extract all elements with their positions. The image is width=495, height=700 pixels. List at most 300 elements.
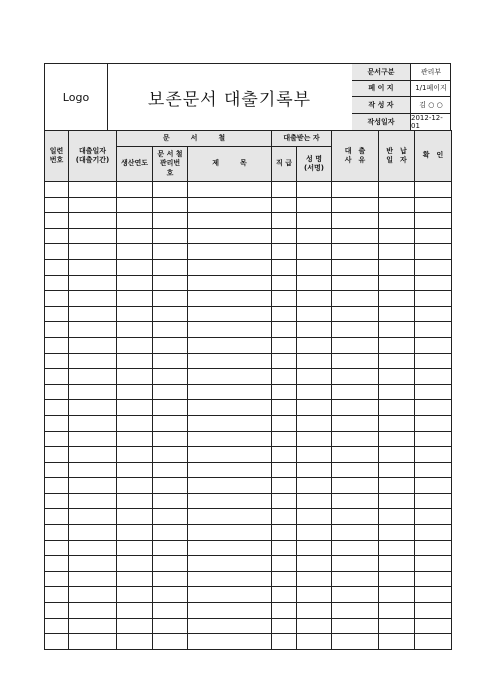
table-cell[interactable] [45, 306, 69, 322]
table-cell[interactable] [379, 509, 415, 525]
table-cell[interactable] [45, 259, 69, 275]
table-cell[interactable] [45, 509, 69, 525]
table-cell[interactable] [153, 603, 188, 619]
table-cell[interactable] [272, 556, 297, 572]
table-cell[interactable] [332, 587, 379, 603]
table-cell[interactable] [153, 415, 188, 431]
table-cell[interactable] [272, 259, 297, 275]
table-cell[interactable] [45, 182, 69, 198]
table-cell[interactable] [379, 337, 415, 353]
table-cell[interactable] [272, 431, 297, 447]
table-cell[interactable] [415, 431, 452, 447]
table-cell[interactable] [153, 291, 188, 307]
table-cell[interactable] [69, 603, 117, 619]
table-cell[interactable] [153, 244, 188, 260]
table-cell[interactable] [69, 306, 117, 322]
table-cell[interactable] [415, 259, 452, 275]
table-cell[interactable] [415, 213, 452, 229]
table-cell[interactable] [69, 213, 117, 229]
table-cell[interactable] [117, 603, 153, 619]
table-cell[interactable] [379, 478, 415, 494]
table-cell[interactable] [45, 197, 69, 213]
table-cell[interactable] [272, 540, 297, 556]
table-cell[interactable] [69, 337, 117, 353]
table-cell[interactable] [69, 462, 117, 478]
table-cell[interactable] [117, 509, 153, 525]
table-cell[interactable] [153, 182, 188, 198]
table-cell[interactable] [45, 447, 69, 463]
table-cell[interactable] [117, 634, 153, 650]
table-cell[interactable] [332, 493, 379, 509]
table-cell[interactable] [69, 369, 117, 385]
table-cell[interactable] [117, 353, 153, 369]
table-cell[interactable] [69, 384, 117, 400]
table-cell[interactable] [379, 275, 415, 291]
table-cell[interactable] [117, 431, 153, 447]
table-cell[interactable] [379, 556, 415, 572]
table-cell[interactable] [297, 400, 332, 416]
table-cell[interactable] [272, 384, 297, 400]
table-cell[interactable] [332, 259, 379, 275]
table-cell[interactable] [297, 634, 332, 650]
table-cell[interactable] [379, 587, 415, 603]
table-cell[interactable] [272, 228, 297, 244]
table-cell[interactable] [332, 525, 379, 541]
table-cell[interactable] [153, 197, 188, 213]
table-cell[interactable] [188, 275, 272, 291]
table-cell[interactable] [153, 228, 188, 244]
table-cell[interactable] [45, 384, 69, 400]
table-cell[interactable] [415, 571, 452, 587]
table-cell[interactable] [297, 415, 332, 431]
table-cell[interactable] [332, 603, 379, 619]
table-cell[interactable] [45, 353, 69, 369]
table-cell[interactable] [188, 291, 272, 307]
table-cell[interactable] [332, 182, 379, 198]
table-cell[interactable] [117, 291, 153, 307]
table-cell[interactable] [188, 259, 272, 275]
table-cell[interactable] [117, 493, 153, 509]
table-cell[interactable] [379, 259, 415, 275]
table-cell[interactable] [188, 462, 272, 478]
table-cell[interactable] [117, 587, 153, 603]
table-cell[interactable] [188, 213, 272, 229]
table-cell[interactable] [332, 540, 379, 556]
table-cell[interactable] [69, 228, 117, 244]
table-cell[interactable] [415, 353, 452, 369]
table-cell[interactable] [45, 540, 69, 556]
table-cell[interactable] [153, 400, 188, 416]
table-cell[interactable] [297, 571, 332, 587]
table-cell[interactable] [379, 306, 415, 322]
table-cell[interactable] [45, 275, 69, 291]
table-cell[interactable] [117, 525, 153, 541]
table-cell[interactable] [379, 603, 415, 619]
table-cell[interactable] [69, 400, 117, 416]
table-cell[interactable] [272, 603, 297, 619]
table-cell[interactable] [272, 291, 297, 307]
table-cell[interactable] [332, 447, 379, 463]
table-cell[interactable] [272, 275, 297, 291]
table-cell[interactable] [117, 478, 153, 494]
table-cell[interactable] [297, 618, 332, 634]
table-cell[interactable] [117, 244, 153, 260]
table-cell[interactable] [332, 618, 379, 634]
table-cell[interactable] [153, 556, 188, 572]
table-cell[interactable] [272, 509, 297, 525]
table-cell[interactable] [415, 244, 452, 260]
table-cell[interactable] [297, 291, 332, 307]
table-cell[interactable] [117, 400, 153, 416]
table-cell[interactable] [153, 447, 188, 463]
table-cell[interactable] [153, 353, 188, 369]
table-cell[interactable] [297, 275, 332, 291]
table-cell[interactable] [188, 478, 272, 494]
table-cell[interactable] [379, 213, 415, 229]
table-cell[interactable] [117, 322, 153, 338]
table-cell[interactable] [297, 509, 332, 525]
table-cell[interactable] [332, 291, 379, 307]
table-cell[interactable] [188, 228, 272, 244]
table-cell[interactable] [153, 431, 188, 447]
table-cell[interactable] [69, 509, 117, 525]
table-cell[interactable] [379, 431, 415, 447]
table-cell[interactable] [415, 603, 452, 619]
table-cell[interactable] [415, 618, 452, 634]
table-cell[interactable] [188, 384, 272, 400]
table-cell[interactable] [117, 571, 153, 587]
table-cell[interactable] [153, 275, 188, 291]
table-cell[interactable] [379, 540, 415, 556]
table-cell[interactable] [69, 291, 117, 307]
table-cell[interactable] [415, 415, 452, 431]
table-cell[interactable] [45, 244, 69, 260]
table-cell[interactable] [188, 353, 272, 369]
table-cell[interactable] [188, 509, 272, 525]
table-cell[interactable] [153, 306, 188, 322]
table-cell[interactable] [415, 306, 452, 322]
table-cell[interactable] [415, 447, 452, 463]
table-cell[interactable] [272, 618, 297, 634]
table-cell[interactable] [332, 244, 379, 260]
table-cell[interactable] [297, 587, 332, 603]
table-cell[interactable] [332, 571, 379, 587]
table-cell[interactable] [45, 478, 69, 494]
table-cell[interactable] [415, 478, 452, 494]
table-cell[interactable] [188, 447, 272, 463]
table-cell[interactable] [188, 337, 272, 353]
table-cell[interactable] [188, 322, 272, 338]
table-cell[interactable] [272, 337, 297, 353]
table-cell[interactable] [188, 182, 272, 198]
table-cell[interactable] [272, 400, 297, 416]
table-cell[interactable] [297, 384, 332, 400]
table-cell[interactable] [69, 556, 117, 572]
table-cell[interactable] [415, 275, 452, 291]
table-cell[interactable] [379, 228, 415, 244]
table-cell[interactable] [297, 447, 332, 463]
table-cell[interactable] [45, 322, 69, 338]
table-cell[interactable] [415, 556, 452, 572]
table-cell[interactable] [415, 228, 452, 244]
table-cell[interactable] [69, 571, 117, 587]
table-cell[interactable] [415, 291, 452, 307]
table-cell[interactable] [379, 493, 415, 509]
table-cell[interactable] [45, 603, 69, 619]
table-cell[interactable] [415, 400, 452, 416]
table-cell[interactable] [69, 587, 117, 603]
table-cell[interactable] [117, 447, 153, 463]
table-cell[interactable] [332, 213, 379, 229]
table-cell[interactable] [45, 415, 69, 431]
table-cell[interactable] [379, 244, 415, 260]
table-cell[interactable] [188, 431, 272, 447]
table-cell[interactable] [117, 462, 153, 478]
table-cell[interactable] [297, 493, 332, 509]
table-cell[interactable] [297, 322, 332, 338]
table-cell[interactable] [153, 587, 188, 603]
table-cell[interactable] [297, 306, 332, 322]
table-cell[interactable] [69, 493, 117, 509]
table-cell[interactable] [188, 244, 272, 260]
table-cell[interactable] [45, 571, 69, 587]
table-cell[interactable] [272, 493, 297, 509]
table-cell[interactable] [69, 259, 117, 275]
table-cell[interactable] [332, 228, 379, 244]
table-cell[interactable] [117, 384, 153, 400]
table-cell[interactable] [415, 369, 452, 385]
table-cell[interactable] [379, 525, 415, 541]
table-cell[interactable] [332, 306, 379, 322]
table-cell[interactable] [297, 556, 332, 572]
table-cell[interactable] [117, 337, 153, 353]
table-cell[interactable] [379, 571, 415, 587]
table-cell[interactable] [415, 587, 452, 603]
table-cell[interactable] [415, 525, 452, 541]
table-cell[interactable] [153, 478, 188, 494]
table-cell[interactable] [272, 182, 297, 198]
table-cell[interactable] [45, 462, 69, 478]
table-cell[interactable] [272, 415, 297, 431]
table-cell[interactable] [272, 462, 297, 478]
table-cell[interactable] [69, 431, 117, 447]
table-cell[interactable] [153, 618, 188, 634]
table-cell[interactable] [117, 228, 153, 244]
table-cell[interactable] [379, 291, 415, 307]
table-cell[interactable] [379, 634, 415, 650]
table-cell[interactable] [379, 415, 415, 431]
table-cell[interactable] [117, 540, 153, 556]
table-cell[interactable] [69, 540, 117, 556]
table-cell[interactable] [332, 275, 379, 291]
table-cell[interactable] [272, 369, 297, 385]
table-cell[interactable] [188, 197, 272, 213]
table-cell[interactable] [117, 259, 153, 275]
table-cell[interactable] [153, 384, 188, 400]
table-cell[interactable] [415, 322, 452, 338]
table-cell[interactable] [188, 603, 272, 619]
table-cell[interactable] [332, 197, 379, 213]
table-cell[interactable] [415, 509, 452, 525]
table-cell[interactable] [415, 182, 452, 198]
table-cell[interactable] [297, 213, 332, 229]
table-cell[interactable] [153, 540, 188, 556]
table-cell[interactable] [45, 431, 69, 447]
table-cell[interactable] [415, 462, 452, 478]
table-cell[interactable] [117, 618, 153, 634]
table-cell[interactable] [69, 618, 117, 634]
table-cell[interactable] [69, 275, 117, 291]
table-cell[interactable] [45, 525, 69, 541]
table-cell[interactable] [415, 197, 452, 213]
table-cell[interactable] [69, 244, 117, 260]
table-cell[interactable] [117, 369, 153, 385]
table-cell[interactable] [297, 244, 332, 260]
table-cell[interactable] [45, 369, 69, 385]
table-cell[interactable] [415, 337, 452, 353]
table-cell[interactable] [332, 509, 379, 525]
table-cell[interactable] [45, 556, 69, 572]
table-cell[interactable] [117, 213, 153, 229]
table-cell[interactable] [297, 540, 332, 556]
table-cell[interactable] [415, 540, 452, 556]
table-cell[interactable] [188, 400, 272, 416]
table-cell[interactable] [153, 634, 188, 650]
table-cell[interactable] [45, 213, 69, 229]
table-cell[interactable] [272, 322, 297, 338]
table-cell[interactable] [272, 213, 297, 229]
table-cell[interactable] [272, 478, 297, 494]
table-cell[interactable] [45, 228, 69, 244]
table-cell[interactable] [272, 197, 297, 213]
table-cell[interactable] [272, 447, 297, 463]
table-cell[interactable] [117, 306, 153, 322]
table-cell[interactable] [188, 556, 272, 572]
table-cell[interactable] [415, 493, 452, 509]
table-cell[interactable] [297, 462, 332, 478]
table-cell[interactable] [415, 384, 452, 400]
table-cell[interactable] [188, 369, 272, 385]
table-cell[interactable] [379, 618, 415, 634]
table-cell[interactable] [332, 556, 379, 572]
table-cell[interactable] [379, 400, 415, 416]
table-cell[interactable] [379, 322, 415, 338]
table-cell[interactable] [297, 353, 332, 369]
table-cell[interactable] [332, 431, 379, 447]
table-cell[interactable] [188, 571, 272, 587]
table-cell[interactable] [297, 228, 332, 244]
table-cell[interactable] [332, 400, 379, 416]
table-cell[interactable] [69, 447, 117, 463]
table-cell[interactable] [297, 182, 332, 198]
table-cell[interactable] [69, 478, 117, 494]
table-cell[interactable] [272, 353, 297, 369]
table-cell[interactable] [69, 415, 117, 431]
table-cell[interactable] [272, 244, 297, 260]
table-cell[interactable] [297, 478, 332, 494]
table-cell[interactable] [188, 618, 272, 634]
table-cell[interactable] [69, 197, 117, 213]
table-cell[interactable] [45, 291, 69, 307]
table-cell[interactable] [272, 525, 297, 541]
table-cell[interactable] [332, 415, 379, 431]
table-cell[interactable] [379, 447, 415, 463]
table-cell[interactable] [117, 556, 153, 572]
table-cell[interactable] [153, 525, 188, 541]
table-cell[interactable] [332, 478, 379, 494]
table-cell[interactable] [153, 493, 188, 509]
table-cell[interactable] [188, 306, 272, 322]
table-cell[interactable] [188, 415, 272, 431]
table-cell[interactable] [332, 353, 379, 369]
table-cell[interactable] [297, 337, 332, 353]
table-cell[interactable] [153, 213, 188, 229]
table-cell[interactable] [153, 509, 188, 525]
table-cell[interactable] [272, 571, 297, 587]
table-cell[interactable] [45, 400, 69, 416]
table-cell[interactable] [332, 634, 379, 650]
table-cell[interactable] [415, 634, 452, 650]
table-cell[interactable] [332, 462, 379, 478]
table-cell[interactable] [117, 275, 153, 291]
table-cell[interactable] [272, 634, 297, 650]
table-cell[interactable] [297, 197, 332, 213]
table-cell[interactable] [153, 571, 188, 587]
table-cell[interactable] [117, 197, 153, 213]
table-cell[interactable] [297, 369, 332, 385]
table-cell[interactable] [45, 337, 69, 353]
table-cell[interactable] [297, 259, 332, 275]
table-cell[interactable] [153, 462, 188, 478]
table-cell[interactable] [69, 634, 117, 650]
table-cell[interactable] [332, 322, 379, 338]
table-cell[interactable] [69, 525, 117, 541]
table-cell[interactable] [297, 431, 332, 447]
table-cell[interactable] [332, 337, 379, 353]
table-cell[interactable] [379, 462, 415, 478]
table-cell[interactable] [45, 493, 69, 509]
table-cell[interactable] [69, 353, 117, 369]
table-cell[interactable] [297, 603, 332, 619]
table-cell[interactable] [69, 182, 117, 198]
table-cell[interactable] [379, 182, 415, 198]
table-cell[interactable] [45, 634, 69, 650]
table-cell[interactable] [332, 384, 379, 400]
table-cell[interactable] [45, 587, 69, 603]
table-cell[interactable] [379, 384, 415, 400]
table-cell[interactable] [188, 587, 272, 603]
table-cell[interactable] [188, 540, 272, 556]
table-cell[interactable] [272, 587, 297, 603]
table-cell[interactable] [332, 369, 379, 385]
table-cell[interactable] [153, 322, 188, 338]
table-cell[interactable] [117, 182, 153, 198]
table-cell[interactable] [379, 353, 415, 369]
table-cell[interactable] [188, 525, 272, 541]
table-cell[interactable] [297, 525, 332, 541]
table-cell[interactable] [153, 369, 188, 385]
table-cell[interactable] [153, 259, 188, 275]
table-cell[interactable] [153, 337, 188, 353]
table-cell[interactable] [272, 306, 297, 322]
table-cell[interactable] [379, 369, 415, 385]
table-cell[interactable] [188, 493, 272, 509]
table-cell[interactable] [45, 618, 69, 634]
table-cell[interactable] [379, 197, 415, 213]
table-cell[interactable] [69, 322, 117, 338]
table-cell[interactable] [117, 415, 153, 431]
table-cell[interactable] [188, 634, 272, 650]
